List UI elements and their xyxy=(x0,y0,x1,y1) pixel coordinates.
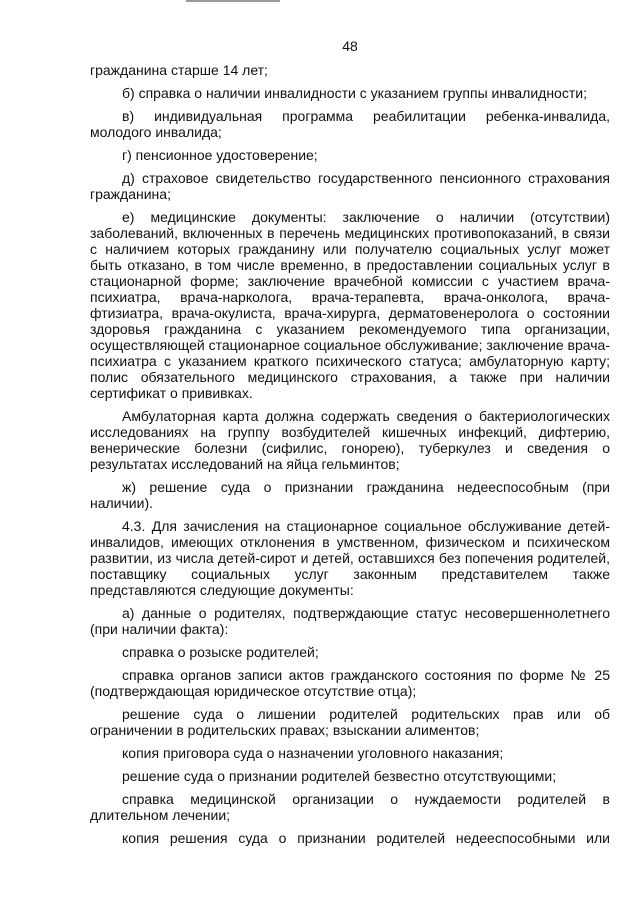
paragraph-item-zh: ж) решение суда о признании гражданина недееспособным (при наличии). xyxy=(90,479,610,511)
list-item-medical-certificate: справка медицинской организации о нуждаемости родителей в длительном лечении; xyxy=(90,791,610,823)
paragraph-continuation: гражданина старше 14 лет; xyxy=(90,62,268,78)
paragraph-item-d: д) страховое свидетельство государственного пенсионного страхования гражданина; xyxy=(90,170,610,202)
body-text xyxy=(90,62,610,853)
page-number: 48 xyxy=(342,38,358,54)
paragraph-item-g: г) пенсионное удостоверение; xyxy=(122,147,318,163)
list-item-sentence-copy: копия приговора суда о назначении уголовного наказания; xyxy=(122,745,504,761)
paragraph-item-e: е) медицинские документы: заключение о наличии (отсутствии) заболеваний, включенных в перечень медицинских противопоказаний, в связи с наличием которых гражданину или получателю социальных услуг может быть отказано, в том числе временно, в предоставлении социальных услуг в стационарной форме; заключение врачебной комиссии с участием врача-психиатра, врача-нарколога, врача-терапевта, врача-онколога, врача-фтизиатра, врача-окулиста, врача-хирурга, дерматовенеролога о состоянии здоровья гражданина с указанием рекомендуемого типа организации, осуществляющей стационарное социальное обслуживание; заключение врача-психиатра с указанием краткого психического статуса; амбулаторную карту; полис обязательного медицинского страхования, а также при наличии сертификат о прививках. xyxy=(90,209,610,401)
list-item-deprivation-decision: решение суда о лишении родителей родительских прав или об ограничении в родительских правах; взыскании алиментов; xyxy=(90,706,610,738)
paragraph-item-b: б) справка о наличии инвалидности с указанием группы инвалидности; xyxy=(122,85,587,101)
list-item-incapacity-decision: копия решения суда о признании родителей недееспособными или xyxy=(122,830,610,846)
list-item-search-certificate: справка о розыске родителей; xyxy=(122,644,319,660)
list-item-registry-certificate: справка органов записи актов гражданского состояния по форме № 25 (подтверждающая юридическое отсутствие отца); xyxy=(90,667,610,699)
paragraph-outpatient-card: Амбулаторная карта должна содержать сведения о бактериологических исследованиях на группу возбудителей кишечных инфекций, дифтерию, венерические болезни (сифилис, гонорею), туберкулез и сведения о результатах исследований на яйца гельминтов; xyxy=(90,408,610,472)
paragraph-section-4-3: 4.3. Для зачисления на стационарное социальное обслуживание детей-инвалидов, имеющих отклонения в умственном, физическом и психическом развитии, из числа детей-сирот и детей, оставшихся без попечения родителей, поставщику социальных услуг законным представителем также представляются следующие документы: xyxy=(90,518,610,598)
paragraph-item-a: а) данные о родителях, подтверждающие статус несовершеннолетнего (при наличии факта): xyxy=(90,605,610,637)
list-item-missing-decision: решение суда о признании родителей безвестно отсутствующими; xyxy=(122,768,557,784)
paragraph-item-v: в) индивидуальная программа реабилитации ребенка-инвалида, молодого инвалида; xyxy=(90,108,610,140)
header-rule xyxy=(186,0,280,2)
